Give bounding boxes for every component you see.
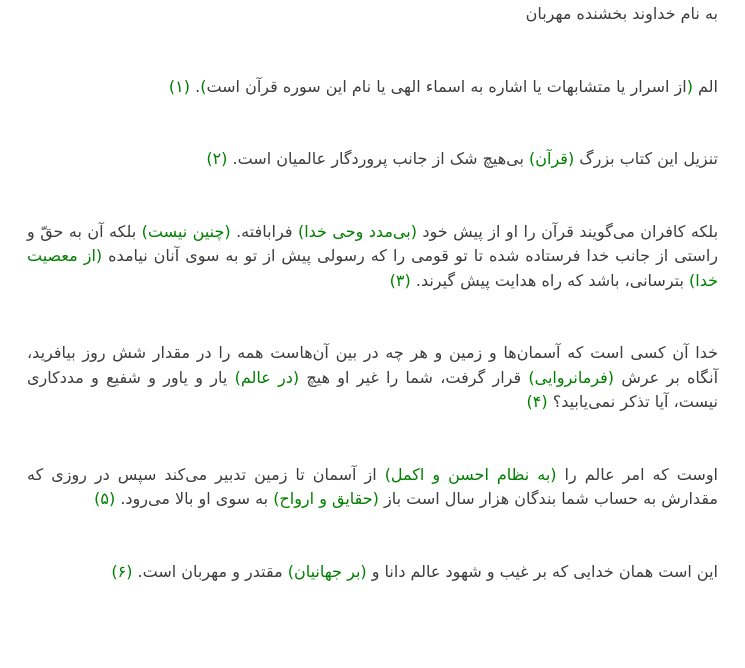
verse-number: (۴) [526,392,548,411]
gloss-text: ) [200,76,207,96]
verse-text: اوست که امر عالم را [556,464,719,484]
verse-5 [27,463,718,512]
verse-1 [27,75,718,100]
gloss-text: (در عالم) [234,367,300,387]
gloss-text: (از معصیت خدا) [27,246,718,290]
verse-text: فرابافته. [230,221,298,241]
gloss-text: (به نظام احسن و اکمل) [384,464,557,484]
verse-4 [27,341,718,415]
verse-text: الم [692,76,718,96]
gloss-text: (فرمانروایی) [528,367,615,387]
verse-text: بی‌هیچ شک از جانب پروردگار عالمیان است. [227,149,530,168]
verse-number: (۱) [168,76,191,96]
verse-text: تنزیل این کتاب بزرگ [574,149,718,168]
gloss-text: (بر جهانیان) [287,561,367,581]
verse-text: از آسمان تا زمین تدبیر می‌کند سپس در روزی که مقدارش به حساب شما بندگان هزار سال است باز [27,464,718,508]
gloss-text: (بی‌مدد وحی خدا) [297,221,417,241]
verse-text: قرار گرفت، شما را غیر او هیچ [299,367,529,387]
gloss-text: (چنین نیست) [141,221,231,241]
verse-text: به سوی او بالا می‌رود. [115,489,274,508]
verse-2 [27,147,718,172]
bismillah: به نام خداوند بخشنده مهربان [525,4,718,23]
gloss-text: (قرآن) [529,149,575,168]
verse-text: . [190,76,201,96]
verse-number: (۶) [111,561,133,581]
verse-3 [27,220,718,294]
verse-text: یار و یاور و شفیع و مددکاری نیست، آیا تذکر نمی‌یابید؟ [27,367,718,411]
gloss-text: ( [686,76,693,96]
verse-text: بلکه کافران می‌گویند قرآن را او از پیش خود [416,221,719,241]
verse-number: (۵) [94,489,116,508]
verse-text: این است همان خدایی که بر غیب و شهود عالم دانا و [366,561,718,581]
verse-number: (۳) [389,270,411,290]
verse-text: بترسانی، باشد که راه هدایت پیش گیرند. [410,270,690,290]
verse-number: (۲) [206,149,228,168]
verse-6 [27,560,718,585]
verse-text: خدا آن کسی است که آسمان‌ها و زمین و هر چه در بین آن‌هاست همه را در مقدار شش روز بیافرید، آنگاه بر عرش [27,343,719,387]
verse-text: مقتدر و مهربان است. [132,561,288,581]
verse-text: از اسرار یا متشابهات یا اشاره به اسماء الهی یا نام این سوره قرآن است [206,76,687,96]
verses-container [27,75,718,585]
gloss-text: (حقایق و ارواح) [273,489,379,508]
verse-text: بلکه آن به حقّ و راستی از جانب خدا فرستاده شده تا تو قومی را که رسولی پیش از تو به سوی آنان نیامده [27,221,718,265]
